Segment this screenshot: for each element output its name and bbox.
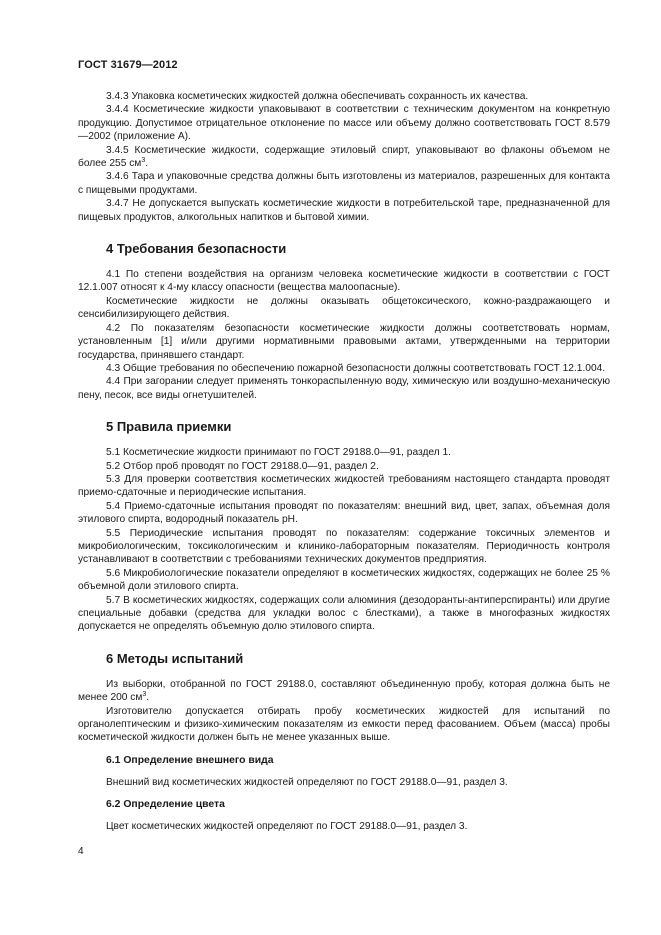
clause-3-4-6: 3.4.6 Тара и упаковочные средства должны быть изготовлены из материалов, разрешенных для контакта с пищевыми продуктами. [78,171,610,196]
period: . [146,692,150,704]
clause-5-6: 5.6 Микробиологические показатели определяют в косметических жидкостях, содержащих не более 25 % объемной доли этилового спирта. [78,567,610,593]
clause-5-5: 5.5 Периодические испытания проводят по показателям: содержание токсичных элементов и микробиологическим, токсикологическим и клинико-лабораторным показателям. Периодичность контроля устанавливают в соответствии с требованиями технических документов предприятия. [78,527,610,566]
clause-5-3: 5.3 Для проверки соответствия косметических жидкостей требованиям настоящего стандарта проводят приемо-сдаточные и периодические испытания. [78,473,610,499]
section-5-heading: 5 Правила приемки [106,419,232,435]
clause-4-4: 4.4 При загорании следует применять тонкораспыленную воду, химическую или воздушно-механическую пену, песок, все виды огнетушителей. [78,376,610,401]
clause-4-1-note: Косметические жидкости не должны оказывать общетоксического, кожно-раздражающего и сенсибилизирующего действия. [78,295,610,321]
standard-header: ГОСТ 31679—2012 [78,59,178,71]
clause-5-7: 5.7 В косметических жидкостях, содержащих соли алюминия (дезодоранты-антиперспиранты) или другие специальные добавки (средства для укладки волос с блестками), а также в многофазных жидкостях допускается не определять объемную долю этилового спирта. [78,594,610,633]
period: . [145,158,149,170]
document-body [78,90,610,834]
section-4-body [78,268,610,402]
clause-3-4-5 [78,144,610,171]
subsection-6-1-heading: 6.1 Определение внешнего вида [106,754,274,766]
clause-3-4-4: 3.4.4 Косметические жидкости упаковывают в соответствии с техническим документом на конкретную продукцию. Допустимое отрицательное отклонение по массе или объему должно соответствовать ГОСТ 8.579—2002 (приложение А). [78,104,610,143]
page-number: 4 [78,846,84,857]
clause-4-2: 4.2 По показателям безопасности косметические жидкости должны соответствовать нормам, установленным [1] и/или другими нормативными правовыми актами, утвержденными на территории государства, принявшего стандарт. [78,322,610,361]
section-4-heading: 4 Требования безопасности [106,241,287,257]
clause-5-4: 5.4 Приемо-сдаточные испытания проводят по показателям: внешний вид, цвет, запах, объемная доля этилового спирта, водородный показатель pH. [78,500,610,526]
clause-6-2: Цвет косметических жидкостей определяют по ГОСТ 29188.0—91, раздел 3. [106,821,468,833]
clause-5-1: 5.1 Косметические жидкости принимают по ГОСТ 29188.0—91, раздел 1. [106,447,451,459]
clause-4-3: 4.3 Общие требования по обеспечению пожарной безопасности должны соответствовать ГОСТ 12.1.004. [106,362,606,374]
cubic-superscript: 3 [142,691,147,699]
packaging-clauses [78,90,610,224]
subsection-6-2-heading: 6.2 Определение цвета [106,799,225,811]
clause-6-1: Внешний вид косметических жидкостей определяют по ГОСТ 29188.0—91, раздел 3. [106,776,508,788]
cubic-superscript: 3 [141,157,146,165]
clause-3-4-7: 3.4.7 Не допускается выпускать косметические жидкости в потребительской таре, предназначенной для пищевых продуктов, алкогольных напитков и бытовой химии. [78,198,610,223]
section-6-sampling: Изготовителю допускается отбирать пробу косметических жидкостей для испытаний по органолептическим и физико-химическим показателям из емкости перед фасованием. Объем (масса) пробы косметической жидкости должен быть не менее указанных выше. [78,705,610,744]
clause-5-2: 5.2 Отбор проб проводят по ГОСТ 29188.0—91, раздел 2. [106,460,379,472]
section-6-intro-text: Из выборки, отобранной по ГОСТ 29188.0, составляют объединенную пробу, которая должна быть не менее 200 см [78,678,610,704]
section-6-body [78,678,610,745]
clause-3-4-5-text: 3.4.5 Косметические жидкости, содержащие этиловый спирт, упаковывают во флаконы объемом не более 255 см [78,144,610,170]
clause-4-1: 4.1 По степени воздействия на организм человека косметические жидкости в соответствии с ГОСТ 12.1.007 относят к 4-му классу опасности (вещества малоопасные). [78,269,610,294]
clause-3-4-3: 3.4.3 Упаковка косметических жидкостей должна обеспечивать сохранность их качества. [106,91,529,102]
section-6-heading: 6 Методы испытаний [106,650,244,666]
section-6-intro [78,678,610,705]
section-5-body [78,446,610,634]
